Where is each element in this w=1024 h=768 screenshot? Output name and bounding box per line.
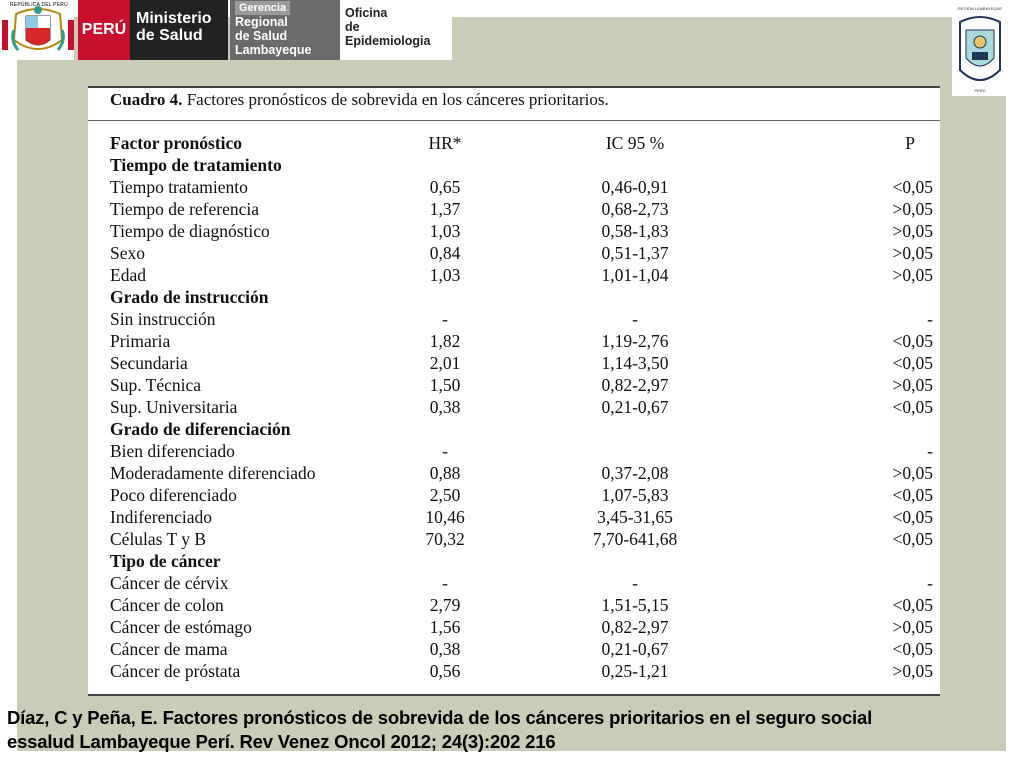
right-logo-bottom: PERÚ <box>974 88 986 93</box>
table-row <box>110 462 933 484</box>
factor-cell: Sin instrucción <box>110 309 216 329</box>
factor-cell: Tiempo de diagnóstico <box>110 221 270 241</box>
bottom-rule <box>88 694 940 696</box>
table-header-row <box>110 132 933 154</box>
section-row <box>110 154 933 176</box>
factor-cell: Cáncer de mama <box>110 639 228 659</box>
p-cell: <0,05 <box>892 177 933 197</box>
column-header-p: P <box>905 133 915 153</box>
oficina-epidemiologia-logo <box>340 0 452 60</box>
factor-cell: Cáncer de próstata <box>110 661 241 681</box>
ic-cell: 1,51-5,15 <box>601 595 669 615</box>
factor-cell: Tiempo de referencia <box>110 199 260 219</box>
hr-cell: 10,46 <box>425 507 465 527</box>
factor-cell: Cáncer de estómago <box>110 617 252 637</box>
ministerio-line-2: de Salud <box>136 27 203 44</box>
hr-cell: 0,56 <box>429 661 461 681</box>
region-lambayeque-logo <box>952 0 1008 96</box>
section-row <box>110 550 933 572</box>
ic-cell: 0,21-0,67 <box>601 639 669 659</box>
p-cell: <0,05 <box>892 397 933 417</box>
empty-cell <box>500 154 770 176</box>
ic-cell: 0,82-2,97 <box>601 617 669 637</box>
ic-cell: 0,21-0,67 <box>601 397 669 417</box>
hr-cell: 70,32 <box>425 529 465 549</box>
factor-cell: Sexo <box>110 243 145 263</box>
ministerio-line-1: Ministerio <box>136 10 212 27</box>
caption-number: Cuadro 4. <box>110 90 183 109</box>
p-cell: >0,05 <box>892 463 933 483</box>
geresa-line-3: de Salud <box>235 29 288 43</box>
p-cell: <0,05 <box>892 353 933 373</box>
factor-cell: Indiferenciado <box>110 507 213 527</box>
hr-cell: 0,65 <box>429 177 461 197</box>
ic-cell: 0,25-1,21 <box>601 661 669 681</box>
ic-cell: 0,68-2,73 <box>601 199 669 219</box>
hr-cell: 2,50 <box>429 485 461 505</box>
p-cell: - <box>927 309 933 329</box>
table-row <box>110 352 933 374</box>
ic-cell: 1,14-3,50 <box>601 353 669 373</box>
empty-cell <box>390 286 500 308</box>
hr-cell: 0,38 <box>429 639 461 659</box>
hr-cell: 0,88 <box>429 463 461 483</box>
citation-line-1: Díaz, C y Peña, E. Factores pronósticos de sobrevida de los cánceres prioritarios en el seguro social <box>7 707 873 728</box>
ministerio-de-salud-logo <box>78 0 228 60</box>
ic-cell: 1,19-2,76 <box>601 331 669 351</box>
p-cell: <0,05 <box>892 639 933 659</box>
table-row <box>110 638 933 660</box>
caption-text: Factores pronósticos de sobrevida en los cánceres prioritarios. <box>186 90 609 109</box>
factor-cell: Cáncer de cérvix <box>110 573 229 593</box>
factor-cell: Células T y B <box>110 529 207 549</box>
factor-cell: Poco diferenciado <box>110 485 237 505</box>
table-caption <box>110 90 609 110</box>
factor-cell: Edad <box>110 265 146 285</box>
ic-cell: 0,46-0,91 <box>601 177 669 197</box>
table-row <box>110 374 933 396</box>
table-row <box>110 396 933 418</box>
geresa-line-4: Lambayeque <box>235 43 312 57</box>
factor-cell: Cáncer de colon <box>110 595 224 615</box>
factor-cell: Moderadamente diferenciado <box>110 463 316 483</box>
top-rule <box>88 86 940 88</box>
table-document <box>88 86 940 696</box>
factor-cell: Sup. Universitaria <box>110 397 238 417</box>
hr-cell: 2,79 <box>429 595 461 615</box>
table-row <box>110 176 933 198</box>
oficina-line-2: de <box>345 20 360 34</box>
hr-cell: 1,03 <box>429 221 461 241</box>
column-header-hr: HR* <box>428 133 462 153</box>
table-row <box>110 440 933 462</box>
column-header-factor: Factor pronóstico <box>110 133 243 153</box>
table-row <box>110 594 933 616</box>
ministerio-label <box>130 0 212 60</box>
p-cell: - <box>927 441 933 461</box>
section-row <box>110 418 933 440</box>
section-title: Grado de instrucción <box>110 287 269 307</box>
peru-label: PERÚ <box>78 0 130 60</box>
oficina-line-1: Oficina <box>345 6 388 20</box>
table-row <box>110 330 933 352</box>
factor-cell: Primaria <box>110 331 171 351</box>
hr-cell: 1,03 <box>429 265 461 285</box>
hr-cell: 0,38 <box>429 397 461 417</box>
column-header-ic: IC 95 % <box>605 133 665 153</box>
table-row <box>110 506 933 528</box>
peru-coat-of-arms-logo <box>2 0 74 60</box>
p-cell: >0,05 <box>892 375 933 395</box>
factor-cell: Sup. Técnica <box>110 375 202 395</box>
hr-cell: 0,84 <box>429 243 461 263</box>
empty-cell <box>390 550 500 572</box>
section-title: Tiempo de tratamiento <box>110 155 282 175</box>
table-row <box>110 660 933 682</box>
table-row <box>110 528 933 550</box>
empty-cell <box>390 154 500 176</box>
p-cell: <0,05 <box>892 595 933 615</box>
table-row <box>110 572 933 594</box>
factor-cell: Secundaria <box>110 353 188 373</box>
hr-cell: 1,50 <box>429 375 461 395</box>
p-cell: - <box>927 573 933 593</box>
oficina-line-3: Epidemiologia <box>345 34 431 48</box>
p-cell: >0,05 <box>892 243 933 263</box>
ic-cell: 0,82-2,97 <box>601 375 669 395</box>
ic-cell: 0,58-1,83 <box>601 221 669 241</box>
factors-table-body <box>110 132 933 682</box>
p-cell: <0,05 <box>892 507 933 527</box>
ic-cell: - <box>632 573 638 593</box>
citation <box>7 706 1007 754</box>
empty-cell <box>770 550 933 572</box>
p-cell: <0,05 <box>892 529 933 549</box>
ic-cell: 0,37-2,08 <box>601 463 669 483</box>
empty-cell <box>500 286 770 308</box>
ic-cell <box>500 440 770 462</box>
p-cell: >0,05 <box>892 199 933 219</box>
caption-rule <box>88 120 940 121</box>
p-cell: >0,05 <box>892 265 933 285</box>
gerencia-regional-logo <box>230 0 340 60</box>
hr-cell: 1,56 <box>429 617 461 637</box>
ic-cell: 3,45-31,65 <box>597 507 673 527</box>
p-cell: <0,05 <box>892 485 933 505</box>
empty-cell <box>770 286 933 308</box>
hr-cell: - <box>442 309 448 329</box>
empty-cell <box>500 550 770 572</box>
empty-cell <box>500 418 770 440</box>
ic-cell: 1,01-1,04 <box>601 265 669 285</box>
region-crest-icon <box>952 0 1008 96</box>
geresa-line-1: Gerencia <box>235 1 290 15</box>
section-title: Grado de diferenciación <box>110 419 291 439</box>
empty-cell <box>390 418 500 440</box>
table-row <box>110 264 933 286</box>
section-title: Tipo de cáncer <box>110 551 221 571</box>
ic-cell: 7,70-641,68 <box>592 529 678 549</box>
hr-cell: 1,37 <box>429 199 461 219</box>
section-row <box>110 286 933 308</box>
table-row <box>110 484 933 506</box>
empty-cell <box>770 418 933 440</box>
p-cell: >0,05 <box>892 617 933 637</box>
hr-cell: 1,82 <box>429 331 461 351</box>
table-row <box>110 198 933 220</box>
factor-cell: Bien diferenciado <box>110 441 235 461</box>
factor-cell: Tiempo tratamiento <box>110 177 248 197</box>
p-cell: <0,05 <box>892 331 933 351</box>
empty-cell <box>770 154 933 176</box>
citation-line-2: essalud Lambayeque Perí. Rev Venez Oncol 2012; 24(3):202 216 <box>7 731 556 752</box>
ic-cell: - <box>632 309 638 329</box>
hr-cell: - <box>442 441 448 461</box>
coat-of-arms-icon <box>2 0 74 60</box>
ic-cell: 1,07-5,83 <box>601 485 669 505</box>
table-row <box>110 242 933 264</box>
table-row <box>110 616 933 638</box>
hr-cell: 2,01 <box>429 353 461 373</box>
ic-cell: 0,51-1,37 <box>601 243 669 263</box>
geresa-line-2: Regional <box>235 15 288 29</box>
table-row <box>110 220 933 242</box>
right-logo-text: REGIÓN LAMBAYEQUE <box>957 6 1003 11</box>
p-cell: >0,05 <box>892 221 933 241</box>
republic-text: REPÚBLICA DEL PERÚ <box>10 2 68 8</box>
hr-cell: - <box>442 573 448 593</box>
p-cell: >0,05 <box>892 661 933 681</box>
factors-table <box>110 132 933 682</box>
table-row <box>110 308 933 330</box>
